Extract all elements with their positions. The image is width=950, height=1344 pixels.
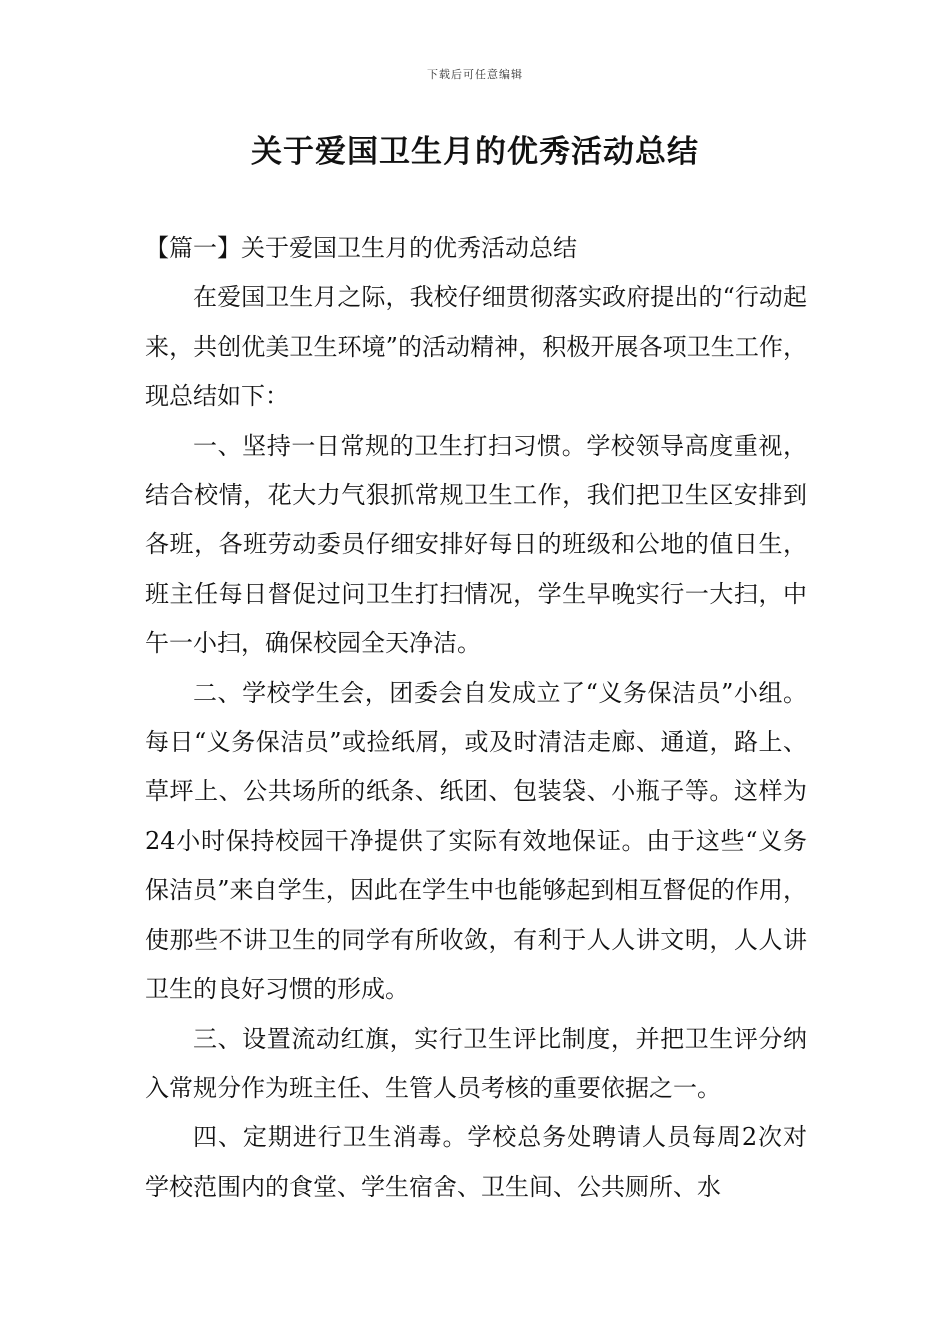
paragraph-item-3: 三、设置流动红旗，实行卫生评比制度，并把卫生评分纳入常规分作为班主任、生管人员考核的重要依据之一。 [145, 1024, 807, 1102]
paragraph-item-4: 四、定期进行卫生消毒。学校总务处聘请人员每周2次对学校范围内的食堂、学生宿舍、卫生间、公共厕所、水 [145, 1123, 807, 1201]
paragraph-item-2: 二、学校学生会，团委会自发成立了“义务保洁员”小组。每日“义务保洁员”或捡纸屑，或及时清洁走廊、通道，路上、草坪上、公共场所的纸条、纸团、包装袋、小瓶子等。这样为24小时保持校园干净提供了实际有效地保证。由于这些“义务保洁员”来自学生，因此在学生中也能够起到相互督促的作用，使那些不讲卫生的同学有所收敛，有利于人人讲文明，人人讲卫生的良好习惯的形成。 [145, 678, 807, 1004]
paragraph-intro: 在爱国卫生月之际，我校仔细贯彻落实政府提出的“行动起来，共创优美卫生环境”的活动精神，积极开展各项卫生工作，现总结如下： [145, 283, 807, 411]
paragraph-item-1: 一、坚持一日常规的卫生打扫习惯。学校领导高度重视，结合校情，花大力气狠抓常规卫生工作，我们把卫生区安排到各班，各班劳动委员仔细安排好每日的班级和公地的值日生，班主任每日督促过问卫生打扫情况，学生早晚实行一大扫，中午一小扫，确保校园全天净洁。 [145, 431, 807, 658]
document-title: 关于爱国卫生月的优秀活动总结 [251, 134, 699, 170]
section-heading: 【篇一】关于爱国卫生月的优秀活动总结 [145, 234, 577, 262]
document-body [145, 224, 807, 1212]
page-header-note: 下载后可任意编辑 [427, 68, 523, 81]
